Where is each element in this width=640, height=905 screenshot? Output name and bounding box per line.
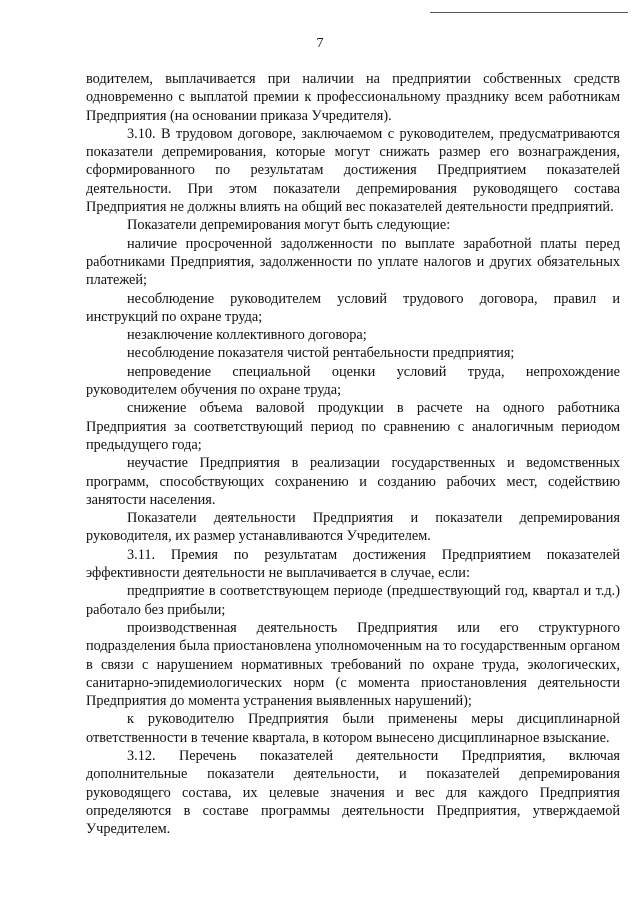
paragraph: Показатели депремирования могут быть следующие: xyxy=(127,217,451,234)
paragraph: водителем, выплачивается при наличии на предприятии собственных средств одновременно с выплатой премии к профессиональному празднику всем работникам Предприятия (на основании приказа Учредителя). xyxy=(86,71,620,124)
paragraph: несоблюдение руководителем условий трудового договора, правил и инструкций по охране труда; xyxy=(86,290,620,325)
paragraph: несоблюдение показателя чистой рентабельности предприятия; xyxy=(127,345,515,362)
paragraph: незаключение коллективного договора; xyxy=(127,327,367,344)
paragraph: 3.10. В трудовом договоре, заключаемом с руководителем, предусматриваются показатели депремирования, которые могут снижать размер его вознаграждения, сформированного по результатам достижения Предприятием показателей деятельности. При этом показатели депремирования руководящего состава Предприятия не должны влиять на общий вес показателей деятельности предприятий. xyxy=(86,125,620,216)
paragraph: наличие просроченной задолженности по выплате заработной платы перед работниками Предприятия, задолженности по уплате налогов и других обязательных платежей; xyxy=(86,235,620,289)
paragraph: 3.12. Перечень показателей деятельности Предприятия, включая дополнительные показатели деятельности, и показателей депремирования руководящего состава, их целевые значения и вес для каждого Предприятия определяются в составе программы деятельности Предприятия, утверждаемой Учредителем. xyxy=(86,747,620,838)
paragraph: снижение объема валовой продукции в расчете на одного работника Предприятия за соответствующий период по сравнению с аналогичным периодом предыдущего года; xyxy=(86,400,620,453)
paragraph: производственная деятельность Предприятия или его структурного подразделения была приостановлена уполномоченным на то государственным органом в связи с нарушением нормативных требований по охране труда, экологических, санитарно-эпидемиологических норм (с момента приостановления деятельности Предприятия до момента устранения выявленных нарушений); xyxy=(86,619,620,710)
paragraph: Показатели деятельности Предприятия и показатели депремирования руководителя, их размер устанавливаются Учредителем. xyxy=(86,510,620,545)
paragraph: неучастие Предприятия в реализации государственных и ведомственных программ, способствующих сохранению и созданию рабочих мест, содействию занятости населения. xyxy=(86,455,620,508)
paragraph: непроведение специальной оценки условий труда, непрохождение руководителем обучения по охране труда; xyxy=(86,363,620,399)
document-body xyxy=(86,70,620,838)
top-rule xyxy=(430,12,628,13)
paragraph: к руководителю Предприятия были применены меры дисциплинарной ответственности в течение квартала, в котором вынесено дисциплинарное взыскание. xyxy=(86,711,620,746)
page-number: 7 xyxy=(316,36,324,51)
paragraph: 3.11. Премия по результатам достижения Предприятием показателей эффективности деятельности не выплачивается в случае, если: xyxy=(86,546,620,582)
paragraph: предприятие в соответствующем периоде (предшествующий год, квартал и т.д.) работало без прибыли; xyxy=(86,583,620,618)
